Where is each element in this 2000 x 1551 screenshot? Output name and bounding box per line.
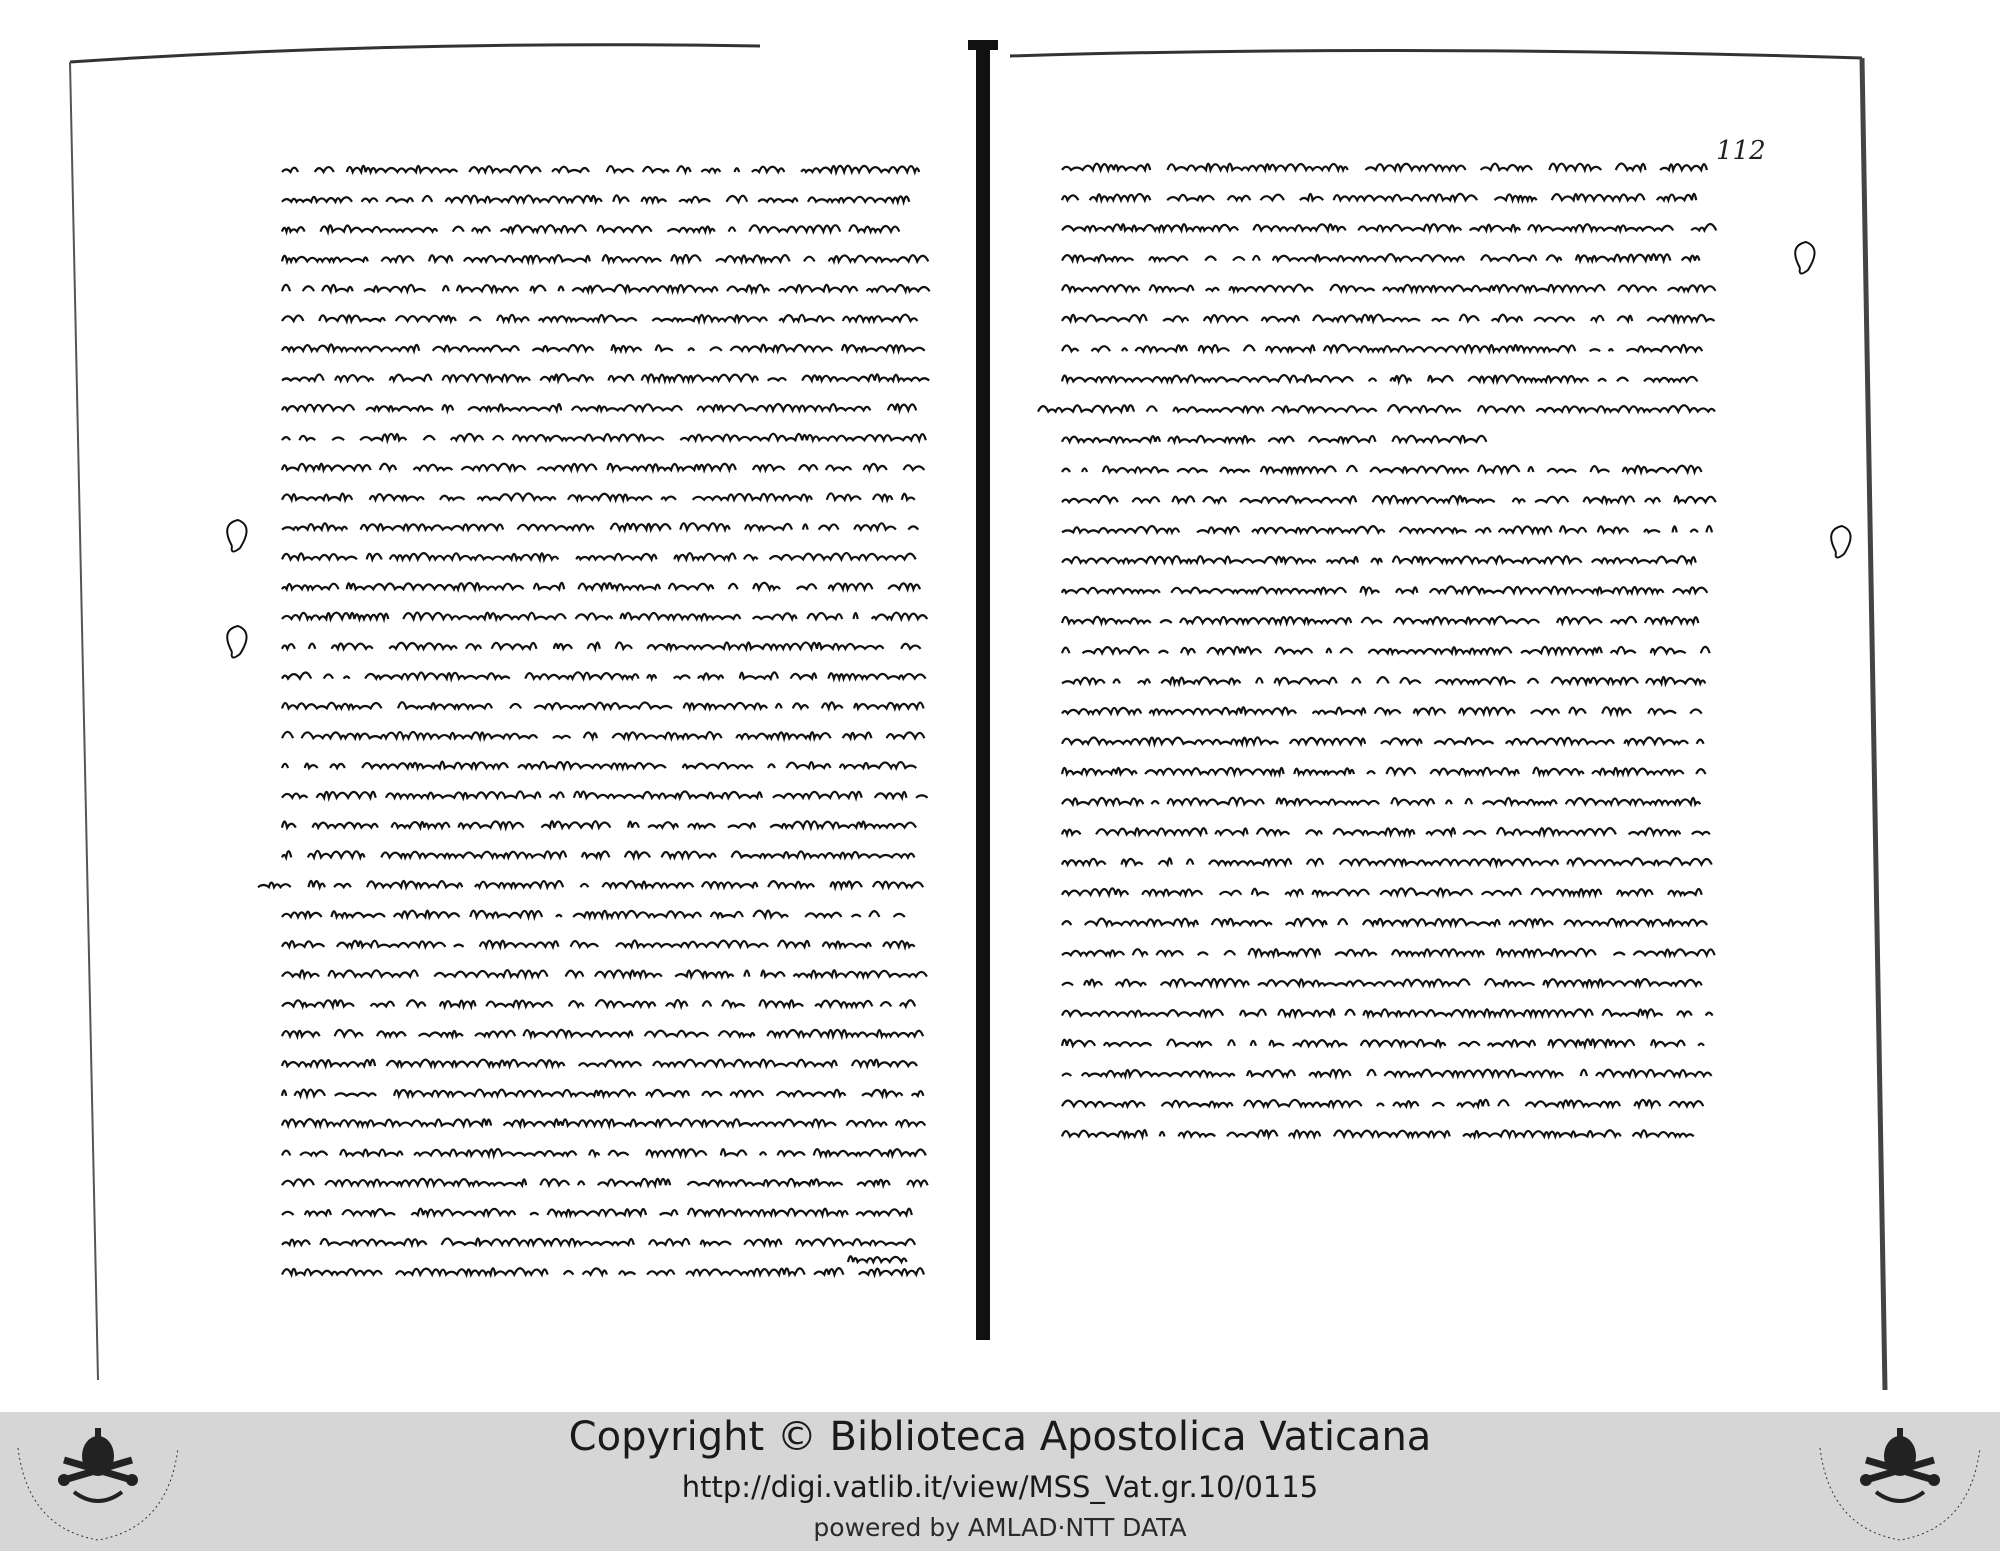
- marginal-annotations: [227, 242, 1850, 658]
- script-line: [1062, 737, 1704, 743]
- script-line: [282, 1149, 926, 1155]
- script-line: [282, 1089, 923, 1095]
- script-line: [1062, 1130, 1711, 1136]
- script-line: [1062, 949, 1715, 956]
- script-line: [282, 1179, 940, 1186]
- script-line: [1062, 556, 1707, 563]
- permalink-url[interactable]: http://digi.vatlib.it/view/MSS_Vat.gr.10/0115: [681, 1470, 1319, 1504]
- script-line: [1062, 224, 1716, 230]
- script-line: [1062, 768, 1706, 774]
- book-spine: [976, 40, 990, 1340]
- script-line: [1062, 979, 1702, 986]
- script-line: [282, 553, 933, 559]
- script-line: [282, 851, 923, 858]
- script-line: [1062, 586, 1707, 592]
- script-line: [1062, 526, 1712, 532]
- script-line: [282, 791, 928, 797]
- script-line: [282, 940, 915, 946]
- script-line: [282, 374, 942, 380]
- script-line: [1062, 707, 1713, 713]
- script-line: [848, 1256, 907, 1262]
- script-line: [282, 195, 922, 201]
- script-line: [282, 1060, 917, 1066]
- script-line: [1062, 164, 1707, 171]
- script-line: [282, 642, 921, 648]
- script-line: [1062, 1009, 1713, 1015]
- script-line: [282, 821, 926, 828]
- script-line: [1062, 798, 1713, 804]
- script-line: [282, 225, 915, 231]
- script-line: [1062, 677, 1705, 684]
- script-line: [258, 881, 923, 887]
- script-line: [1062, 375, 1707, 381]
- script-line: [282, 1119, 925, 1125]
- script-line: [1062, 1070, 1711, 1076]
- script-line: [282, 1030, 923, 1036]
- script-line: [1062, 345, 1702, 351]
- script-line: [282, 583, 920, 589]
- script-line: [282, 1268, 924, 1274]
- marginal-mark: [227, 626, 246, 658]
- script-line: [282, 344, 925, 350]
- script-line: [1062, 496, 1716, 502]
- script-line: [282, 434, 926, 441]
- script-line: [282, 285, 942, 291]
- script-line: [282, 1000, 915, 1006]
- script-line: [1038, 405, 1715, 412]
- folio-number: 112: [1716, 136, 1766, 166]
- powered-by-credit: powered by AMLAD·NTT DATA: [813, 1513, 1187, 1542]
- script-line: [282, 1209, 912, 1215]
- script-line: [282, 523, 918, 529]
- script-line: [1062, 828, 1722, 835]
- script-line: [1062, 315, 1724, 321]
- marginal-mark: [1795, 242, 1814, 274]
- script-line: [1062, 1100, 1712, 1106]
- right-page-edge: [1010, 50, 1862, 58]
- script-line: [1062, 285, 1716, 291]
- script-line: [282, 970, 927, 976]
- script-line: [282, 255, 928, 261]
- left-page-edge: [70, 45, 760, 62]
- script-line: [282, 1238, 915, 1245]
- script-line: [1062, 254, 1716, 261]
- script-line: [282, 493, 915, 500]
- right-page-text-block: [1038, 164, 1724, 1137]
- script-line: [1062, 466, 1701, 473]
- marginal-mark: [1831, 526, 1850, 558]
- script-line: [282, 702, 924, 708]
- script-line: [282, 464, 924, 470]
- script-line: [1062, 647, 1710, 653]
- script-line: [1062, 858, 1712, 864]
- script-line: [282, 732, 924, 738]
- script-line: [1062, 919, 1707, 926]
- script-line: [1062, 1039, 1704, 1045]
- script-line: [1062, 617, 1698, 623]
- script-line: [282, 613, 927, 620]
- left-page-text-block: [258, 166, 942, 1275]
- script-line: [282, 166, 919, 172]
- script-line: [282, 672, 926, 678]
- marginal-mark: [227, 520, 246, 552]
- script-line: [1062, 436, 1486, 442]
- script-line: [282, 762, 928, 768]
- script-line: [1062, 194, 1713, 201]
- script-line: [282, 404, 916, 410]
- script-line: [282, 911, 919, 918]
- script-line: [282, 315, 917, 321]
- copyright-notice: Copyright © Biblioteca Apostolica Vaticana: [568, 1414, 1432, 1460]
- script-line: [1062, 888, 1716, 894]
